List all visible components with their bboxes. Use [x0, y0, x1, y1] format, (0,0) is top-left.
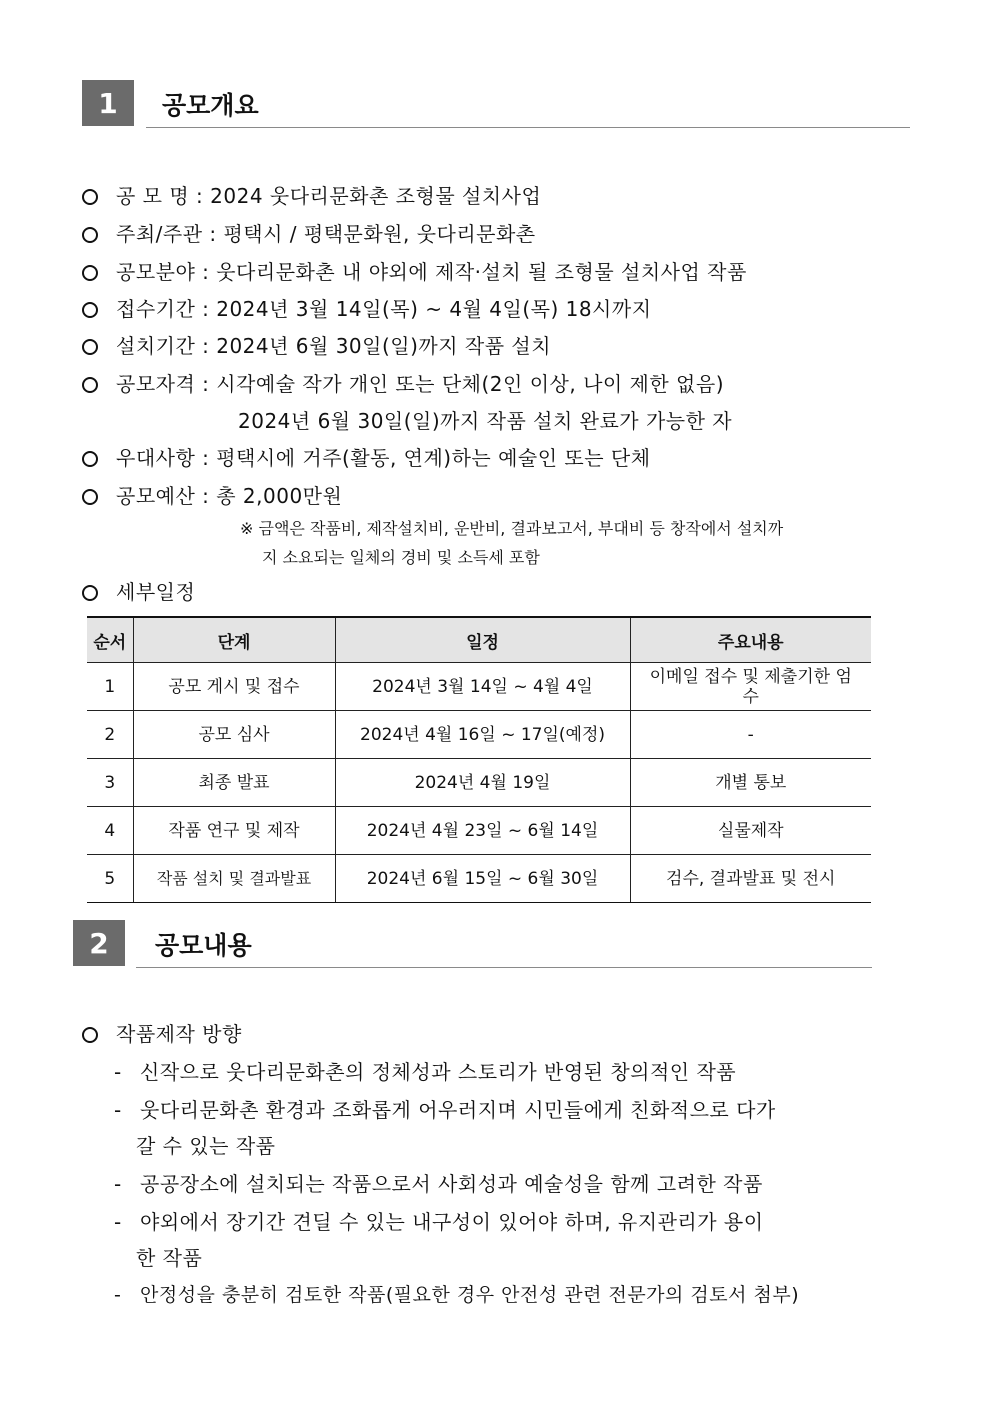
cell-order: 3 — [87, 759, 133, 807]
table-row — [87, 855, 871, 903]
cell-stage: 공모 심사 — [133, 711, 335, 759]
section-number: 2 — [73, 920, 125, 966]
overview-value: 2024 웃다리문화촌 조형물 설치사업 — [210, 184, 542, 208]
bullet-circle-icon — [82, 585, 98, 601]
bullet-circle-icon — [82, 339, 98, 355]
cell-content: - — [630, 711, 871, 759]
overview-label: 공 모 명 — [116, 184, 190, 208]
direction-text: 야외에서 장기간 견딜 수 있는 내구성이 있어야 하며, 유지관리가 용이 — [140, 1210, 764, 1234]
bullet-circle-icon — [82, 451, 98, 467]
direction-item: - 안정성을 충분히 검토한 작품(필요한 경우 안전성 관련 전문가의 검토서 첨부) — [114, 1284, 800, 1306]
table-header-row — [87, 617, 871, 663]
section-title: 공모내용 — [155, 931, 252, 960]
overview-label: 공모자격 — [116, 372, 196, 396]
table-row — [87, 711, 871, 759]
direction-text: 안정성을 충분히 검토한 작품(필요한 경우 안전성 관련 전문가의 검토서 첨부) — [140, 1284, 800, 1306]
overview-value: 총 2,000만원 — [216, 484, 343, 508]
table-row — [87, 759, 871, 807]
overview-item: 접수기간 : 2024년 3월 14일(목) ~ 4월 4일(목) 18시까지 — [82, 293, 652, 322]
bullet-circle-icon — [82, 265, 98, 281]
overview-value: 2024년 6월 30일(일)까지 작품 설치 — [216, 334, 552, 358]
direction-item: - 공공장소에 설치되는 작품으로서 사회성과 예술성을 함께 고려한 작품 — [114, 1172, 763, 1196]
direction-item: - 야외에서 장기간 견딜 수 있는 내구성이 있어야 하며, 유지관리가 용이 — [114, 1210, 764, 1234]
schedule-title: 세부일정 — [116, 580, 196, 604]
cell-date: 2024년 4월 16일 ~ 17일(예정) — [335, 711, 630, 759]
direction-item: - 웃다리문화촌 환경과 조화롭게 어우러지며 시민들에게 친화적으로 다가 — [114, 1098, 776, 1122]
schedule-table — [87, 616, 871, 903]
cell-order: 2 — [87, 711, 133, 759]
overview-label: 접수기간 — [116, 297, 196, 321]
cell-content: 검수, 결과발표 및 전시 — [630, 855, 871, 903]
overview-item: 공 모 명 : 2024 웃다리문화촌 조형물 설치사업 — [82, 180, 541, 209]
bullet-circle-icon — [82, 227, 98, 243]
section-1-header — [0, 80, 992, 128]
section-divider — [136, 967, 872, 968]
cell-order: 4 — [87, 807, 133, 855]
overview-item: 공모분야 : 웃다리문화촌 내 야외에 제작·설치 될 조형물 설치사업 작품 — [82, 256, 747, 285]
column-header-date: 일정 — [335, 617, 630, 663]
overview-value: 웃다리문화촌 내 야외에 제작·설치 될 조형물 설치사업 작품 — [216, 260, 747, 284]
column-header-content: 주요내용 — [630, 617, 871, 663]
cell-order: 5 — [87, 855, 133, 903]
cell-date: 2024년 6월 15일 ~ 6월 30일 — [335, 855, 630, 903]
cell-order: 1 — [87, 663, 133, 711]
bullet-circle-icon — [82, 489, 98, 505]
overview-value: 평택시에 거주(활동, 연계)하는 예술인 또는 단체 — [216, 446, 651, 470]
overview-label: 공모예산 — [116, 484, 196, 508]
cell-stage: 최종 발표 — [133, 759, 335, 807]
budget-note-line1: ※ 금액은 작품비, 제작설치비, 운반비, 결과보고서, 부대비 등 창작에서 설치까 — [240, 519, 784, 538]
bullet-circle-icon — [82, 302, 98, 318]
cell-content: 실물제작 — [630, 807, 871, 855]
overview-value: 시각예술 작가 개인 또는 단체(2인 이상, 나이 제한 없음) — [216, 372, 725, 396]
section-2-header — [0, 920, 992, 968]
direction-text-continued: 한 작품 — [136, 1246, 203, 1270]
column-header-order: 순서 — [87, 617, 133, 663]
overview-label: 주최/주관 — [116, 222, 203, 246]
bullet-circle-icon — [82, 189, 98, 205]
schedule-heading — [82, 576, 195, 605]
overview-item: 공모예산 : 총 2,000만원 — [82, 480, 342, 509]
overview-label: 공모분야 — [116, 260, 196, 284]
cell-content: 이메일 접수 및 제출기한 엄수 — [630, 663, 871, 711]
table-row — [87, 807, 871, 855]
budget-note-line2: 지 소요되는 일체의 경비 및 소득세 포함 — [262, 548, 540, 567]
overview-item: 공모자격 : 시각예술 작가 개인 또는 단체(2인 이상, 나이 제한 없음) — [82, 368, 724, 397]
cell-date: 2024년 4월 19일 — [335, 759, 630, 807]
direction-item: - 신작으로 웃다리문화촌의 정체성과 스토리가 반영된 창의적인 작품 — [114, 1060, 737, 1084]
overview-value-continued: 2024년 6월 30일(일)까지 작품 설치 완료가 가능한 자 — [238, 409, 733, 433]
bullet-circle-icon — [82, 377, 98, 393]
bullet-circle-icon — [82, 1027, 98, 1043]
overview-item: 우대사항 : 평택시에 거주(활동, 연계)하는 예술인 또는 단체 — [82, 442, 651, 471]
section-title: 공모개요 — [162, 91, 259, 120]
cell-stage: 작품 설치 및 결과발표 — [133, 855, 335, 903]
section-divider — [146, 127, 910, 128]
overview-label: 우대사항 — [116, 446, 196, 470]
overview-item: 설치기간 : 2024년 6월 30일(일)까지 작품 설치 — [82, 330, 551, 359]
direction-text: 신작으로 웃다리문화촌의 정체성과 스토리가 반영된 창의적인 작품 — [140, 1060, 737, 1084]
table-row — [87, 663, 871, 711]
overview-item: 주최/주관 : 평택시 / 평택문화원, 웃다리문화촌 — [82, 218, 536, 247]
cell-date: 2024년 4월 23일 ~ 6월 14일 — [335, 807, 630, 855]
direction-text: 공공장소에 설치되는 작품으로서 사회성과 예술성을 함께 고려한 작품 — [140, 1172, 763, 1196]
cell-stage: 공모 게시 및 접수 — [133, 663, 335, 711]
cell-content: 개별 통보 — [630, 759, 871, 807]
section-number: 1 — [82, 80, 134, 126]
column-header-stage: 단계 — [133, 617, 335, 663]
overview-value: 평택시 / 평택문화원, 웃다리문화촌 — [223, 222, 536, 246]
direction-heading — [82, 1018, 242, 1047]
direction-text: 웃다리문화촌 환경과 조화롭게 어우러지며 시민들에게 친화적으로 다가 — [140, 1098, 776, 1122]
overview-value: 2024년 3월 14일(목) ~ 4월 4일(목) 18시까지 — [216, 297, 652, 321]
overview-label: 설치기간 — [116, 334, 196, 358]
cell-stage: 작품 연구 및 제작 — [133, 807, 335, 855]
cell-date: 2024년 3월 14일 ~ 4월 4일 — [335, 663, 630, 711]
direction-text-continued: 갈 수 있는 작품 — [136, 1134, 276, 1158]
direction-title: 작품제작 방향 — [116, 1022, 242, 1046]
